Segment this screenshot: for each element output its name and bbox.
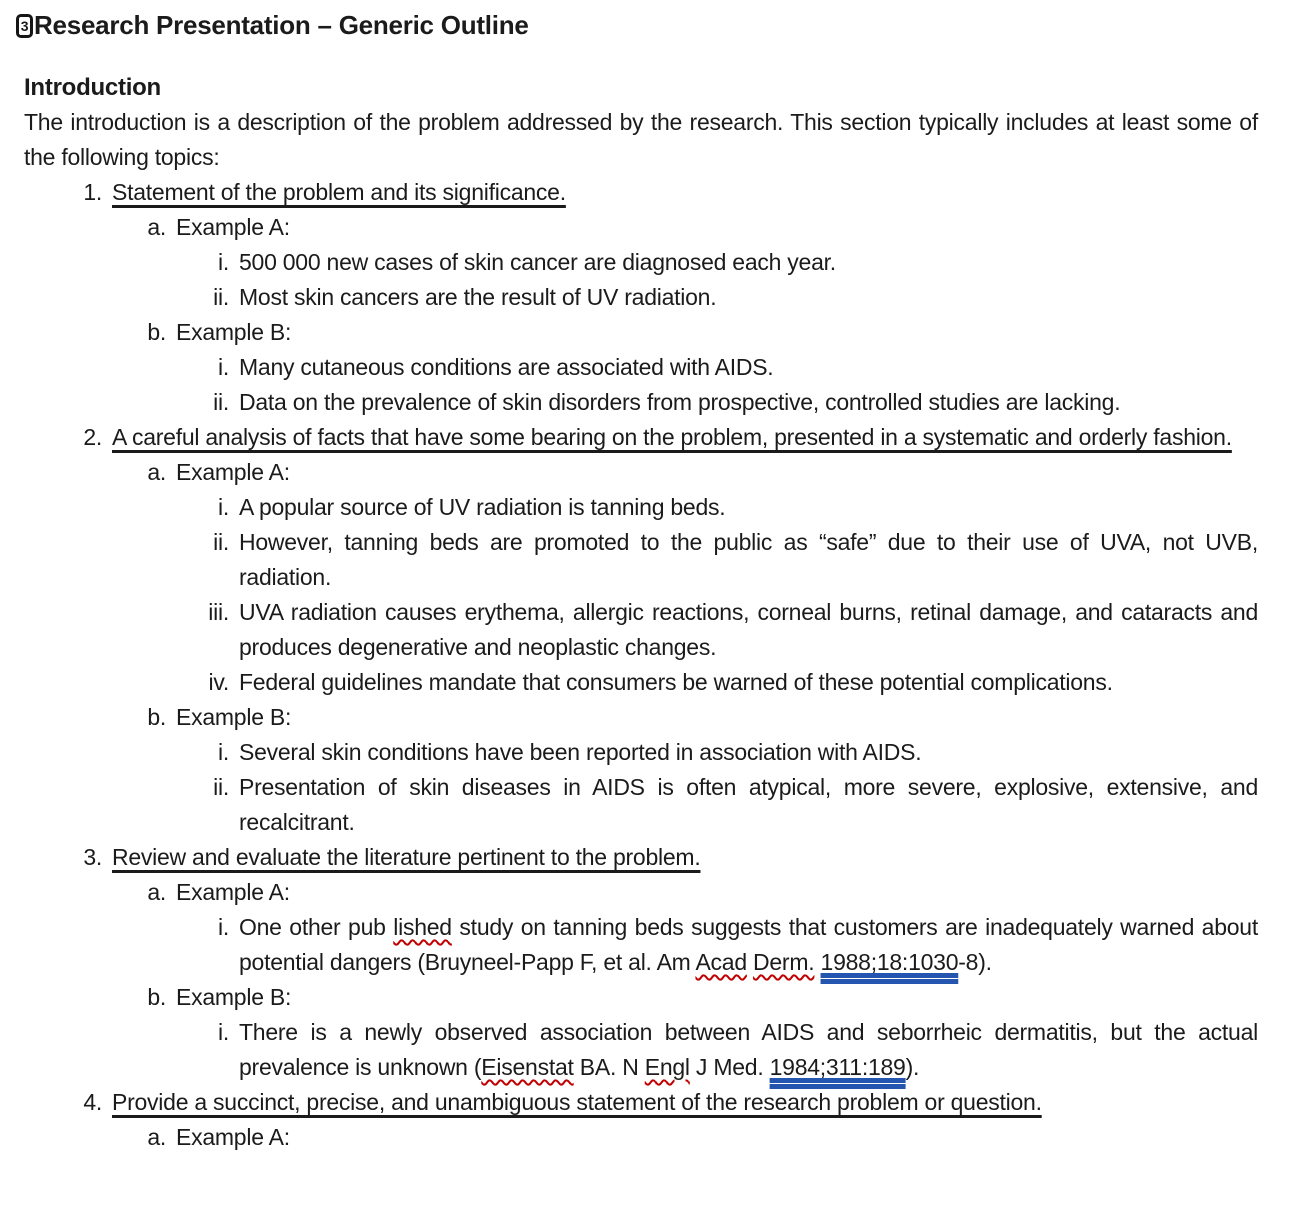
spellcheck-flagged-word: lished	[393, 914, 452, 940]
grammar-flagged-citation: 1988;18:1030	[820, 949, 959, 975]
list-item-text: UVA radiation causes erythema, allergic reactions, corneal burns, retinal damage, and cataracts and produces degenerative and neoplastic changes.	[239, 599, 1258, 660]
list-item-text: Most skin cancers are the result of UV radiation.	[239, 284, 717, 310]
list-marker: iii.	[208, 599, 229, 625]
outline-item-1a-ii	[24, 280, 1258, 315]
spellcheck-flagged-word: Eisenstat	[481, 1054, 574, 1080]
list-marker: b.	[147, 319, 166, 345]
list-marker: a.	[147, 1124, 166, 1150]
spellcheck-flagged-word: Acad	[695, 949, 747, 975]
text-segment: ).	[905, 1054, 920, 1080]
list-marker: i.	[218, 249, 229, 275]
list-item-text: Example A:	[176, 1124, 290, 1150]
list-item-text: Statement of the problem and its significance.	[112, 179, 566, 205]
outline-item-1b-ii	[24, 385, 1258, 420]
list-marker: ii.	[213, 529, 229, 555]
outline-item-2a-iii	[24, 595, 1258, 665]
list-item-text: Federal guidelines mandate that consumers be warned of these potential complications.	[239, 669, 1113, 695]
list-item-text: A careful analysis of facts that have some bearing on the problem, presented in a systematic and orderly fashion.	[112, 424, 1232, 450]
list-item-text: However, tanning beds are promoted to the public as “safe” due to their use of UVA, not UVB, radiation.	[239, 529, 1258, 590]
outline-item-1a	[24, 210, 1258, 245]
outline-item-3a-i	[24, 910, 1258, 980]
list-item-text: Example B:	[176, 984, 292, 1010]
outline-item-4a	[24, 1120, 1258, 1155]
list-item-text: Example A:	[176, 214, 290, 240]
list-item-text: Presentation of skin diseases in AIDS is often atypical, more severe, explosive, extensive, and recalcitrant.	[239, 774, 1258, 835]
list-item-text: Provide a succinct, precise, and unambiguous statement of the research problem or question.	[112, 1089, 1042, 1115]
list-marker: i.	[218, 914, 229, 940]
unknown-character-icon	[16, 14, 33, 38]
list-item-text: Several skin conditions have been reported in association with AIDS.	[239, 739, 922, 765]
list-item-text: Example B:	[176, 704, 292, 730]
document-title: Research Presentation – Generic Outline	[34, 10, 529, 40]
list-marker: 1.	[83, 179, 102, 205]
text-segment: BA. N	[573, 1054, 645, 1080]
outline-item-1	[24, 175, 1258, 210]
document-title-row	[16, 8, 1258, 43]
list-marker: ii.	[213, 389, 229, 415]
list-marker: a.	[147, 459, 166, 485]
list-marker: a.	[147, 879, 166, 905]
list-marker: b.	[147, 704, 166, 730]
list-item-text: Review and evaluate the literature pertinent to the problem.	[112, 844, 701, 870]
outline-item-1a-i	[24, 245, 1258, 280]
list-marker: b.	[147, 984, 166, 1010]
list-item-text: 500 000 new cases of skin cancer are diagnosed each year.	[239, 249, 836, 275]
list-marker: i.	[218, 1019, 229, 1045]
list-marker: ii.	[213, 284, 229, 310]
list-marker: i.	[218, 494, 229, 520]
list-marker: 2.	[83, 424, 102, 450]
list-item-text: Many cutaneous conditions are associated with AIDS.	[239, 354, 774, 380]
outline-item-2a-i	[24, 490, 1258, 525]
intro-paragraph: The introduction is a description of the problem addressed by the research. This section typically includes at least some of the following topics:	[24, 109, 1258, 170]
list-marker: 3.	[83, 844, 102, 870]
list-item-text: A popular source of UV radiation is tanning beds.	[239, 494, 726, 520]
list-marker: a.	[147, 214, 166, 240]
list-marker: ii.	[213, 774, 229, 800]
outline-item-3	[24, 840, 1258, 875]
outline-item-2	[24, 420, 1258, 455]
outline-item-1b-i	[24, 350, 1258, 385]
spellcheck-flagged-word: Engl	[644, 1054, 690, 1080]
outline-item-2a	[24, 455, 1258, 490]
outline-item-4	[24, 1085, 1258, 1120]
list-item-text	[239, 910, 1258, 980]
outline-item-2b-i	[24, 735, 1258, 770]
text-segment: J Med.	[689, 1054, 770, 1080]
text-segment: -8).	[958, 949, 992, 975]
spellcheck-flagged-word: Derm.	[753, 949, 815, 975]
list-item-text: Example A:	[176, 459, 290, 485]
outline-item-2b-ii	[24, 770, 1258, 840]
list-marker: i.	[218, 354, 229, 380]
list-item-text: Example B:	[176, 319, 292, 345]
unknown-character-glyph: 3	[20, 17, 29, 34]
text-segment: study on tanning beds suggests that customers are inadequately warned about potential dangers (Bruyneel-Papp F, et al. Am	[239, 914, 1258, 975]
outline-item-3b-i	[24, 1015, 1258, 1085]
section-heading: Introduction	[24, 74, 161, 101]
list-marker: i.	[218, 739, 229, 765]
outline-item-1b	[24, 315, 1258, 350]
list-item-text: Data on the prevalence of skin disorders from prospective, controlled studies are lacking.	[239, 389, 1121, 415]
outline-item-2a-ii	[24, 525, 1258, 595]
list-item-text	[239, 1015, 1258, 1085]
outline-item-3a	[24, 875, 1258, 910]
text-segment: One other pub	[239, 914, 394, 940]
outline-item-2b	[24, 700, 1258, 735]
list-marker: iv.	[208, 669, 229, 695]
text-segment: There is a newly observed association between AIDS and seborrheic dermatitis, but the actual prevalence is unknown (	[239, 1019, 1258, 1080]
outline-item-2a-iv	[24, 665, 1258, 700]
outline-item-3b	[24, 980, 1258, 1015]
grammar-flagged-citation: 1984;311:189	[769, 1054, 906, 1080]
list-item-text: Example A:	[176, 879, 290, 905]
list-marker: 4.	[83, 1089, 102, 1115]
